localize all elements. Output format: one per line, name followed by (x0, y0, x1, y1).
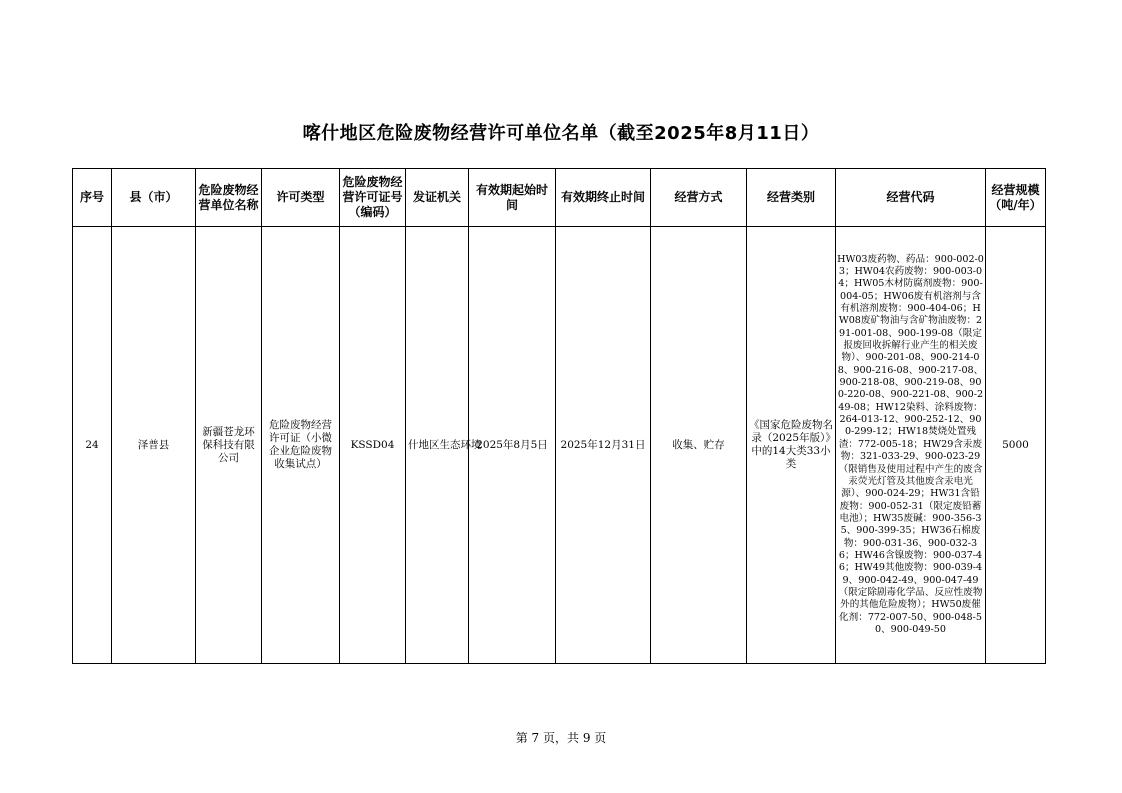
cell-seq: 24 (73, 227, 112, 664)
header-license-number: 危险废物经营许可证号（编码） (340, 169, 406, 227)
cell-operation-scale: 5000 (986, 227, 1046, 664)
header-county: 县（市） (112, 169, 196, 227)
header-operation-category: 经营类别 (747, 169, 836, 227)
cell-unit-name: 新疆苍龙环保科技有限公司 (196, 227, 262, 664)
header-valid-from: 有效期起始时间 (469, 169, 556, 227)
cell-valid-from: 2025年8月5日 (469, 227, 556, 664)
header-issuing-authority: 发证机关 (406, 169, 469, 227)
header-operation-scale: 经营规模（吨/年） (986, 169, 1046, 227)
cell-operation-category: 《国家危险废物名录（2025年版）》中的14大类33小类 (747, 227, 836, 664)
cell-license-number: KSSD04 (340, 227, 406, 664)
page-title: 喀什地区危险废物经营许可单位名单（截至2025年8月11日） (302, 123, 820, 144)
page-number: 第 7 页，共 9 页 (515, 731, 607, 745)
table-row (73, 227, 1046, 664)
cell-issuing-authority: 什地区生态环境 (406, 227, 469, 664)
table-header-row (73, 169, 1046, 227)
cell-license-type: 危险废物经营许可证（小微企业危险废物收集试点） (262, 227, 340, 664)
header-valid-to: 有效期终止时间 (556, 169, 651, 227)
header-unit-name: 危险废物经营单位名称 (196, 169, 262, 227)
header-operation-codes: 经营代码 (836, 169, 986, 227)
header-operation-method: 经营方式 (651, 169, 747, 227)
cell-operation-method: 收集、贮存 (651, 227, 747, 664)
cell-operation-codes: HW03废药物、药品：900-002-03；HW04农药废物：900-003-04；HW05木材防腐剂废物：900-004-05；HW06废有机溶剂与含有机溶剂废物：900-404-06；HW08废矿物油与含矿物油废物：291-001-08、900-199-08（限定报废回收拆解行业产生的相关废物）、900-201-08、900-214-08、900-216-08、900-217-08、900-218-08、900-219-08、900-220-08、900-221-08、900-249-08；HW12染料、涂料废物：264-013-12、900-252-12、900-299-12；HW18焚烧处置残渣：772-005-18；HW29含汞废物：321-033-29、900-023-29（限销售及使用过程中产生的废含汞荧光灯管及其他废含汞电光源）、900-024-29；HW31含铅废物：900-052-31（限定废铅蓄电池）；HW35废碱：900-356-35、900-399-35；HW36石棉废物：900-031-36、900-032-36；HW46含镍废物：900-037-46；HW49其他废物：900-039-49、900-042-49、900-047-49（限定除剧毒化学品、反应性废物外的其他危险废物）；HW50废催化剂：772-007-50、900-048-50、900-049-50 (836, 227, 986, 664)
permit-table (72, 168, 1046, 664)
cell-county: 泽普县 (112, 227, 196, 664)
header-license-type: 许可类型 (262, 169, 340, 227)
header-seq: 序号 (73, 169, 112, 227)
cell-valid-to: 2025年12月31日 (556, 227, 651, 664)
